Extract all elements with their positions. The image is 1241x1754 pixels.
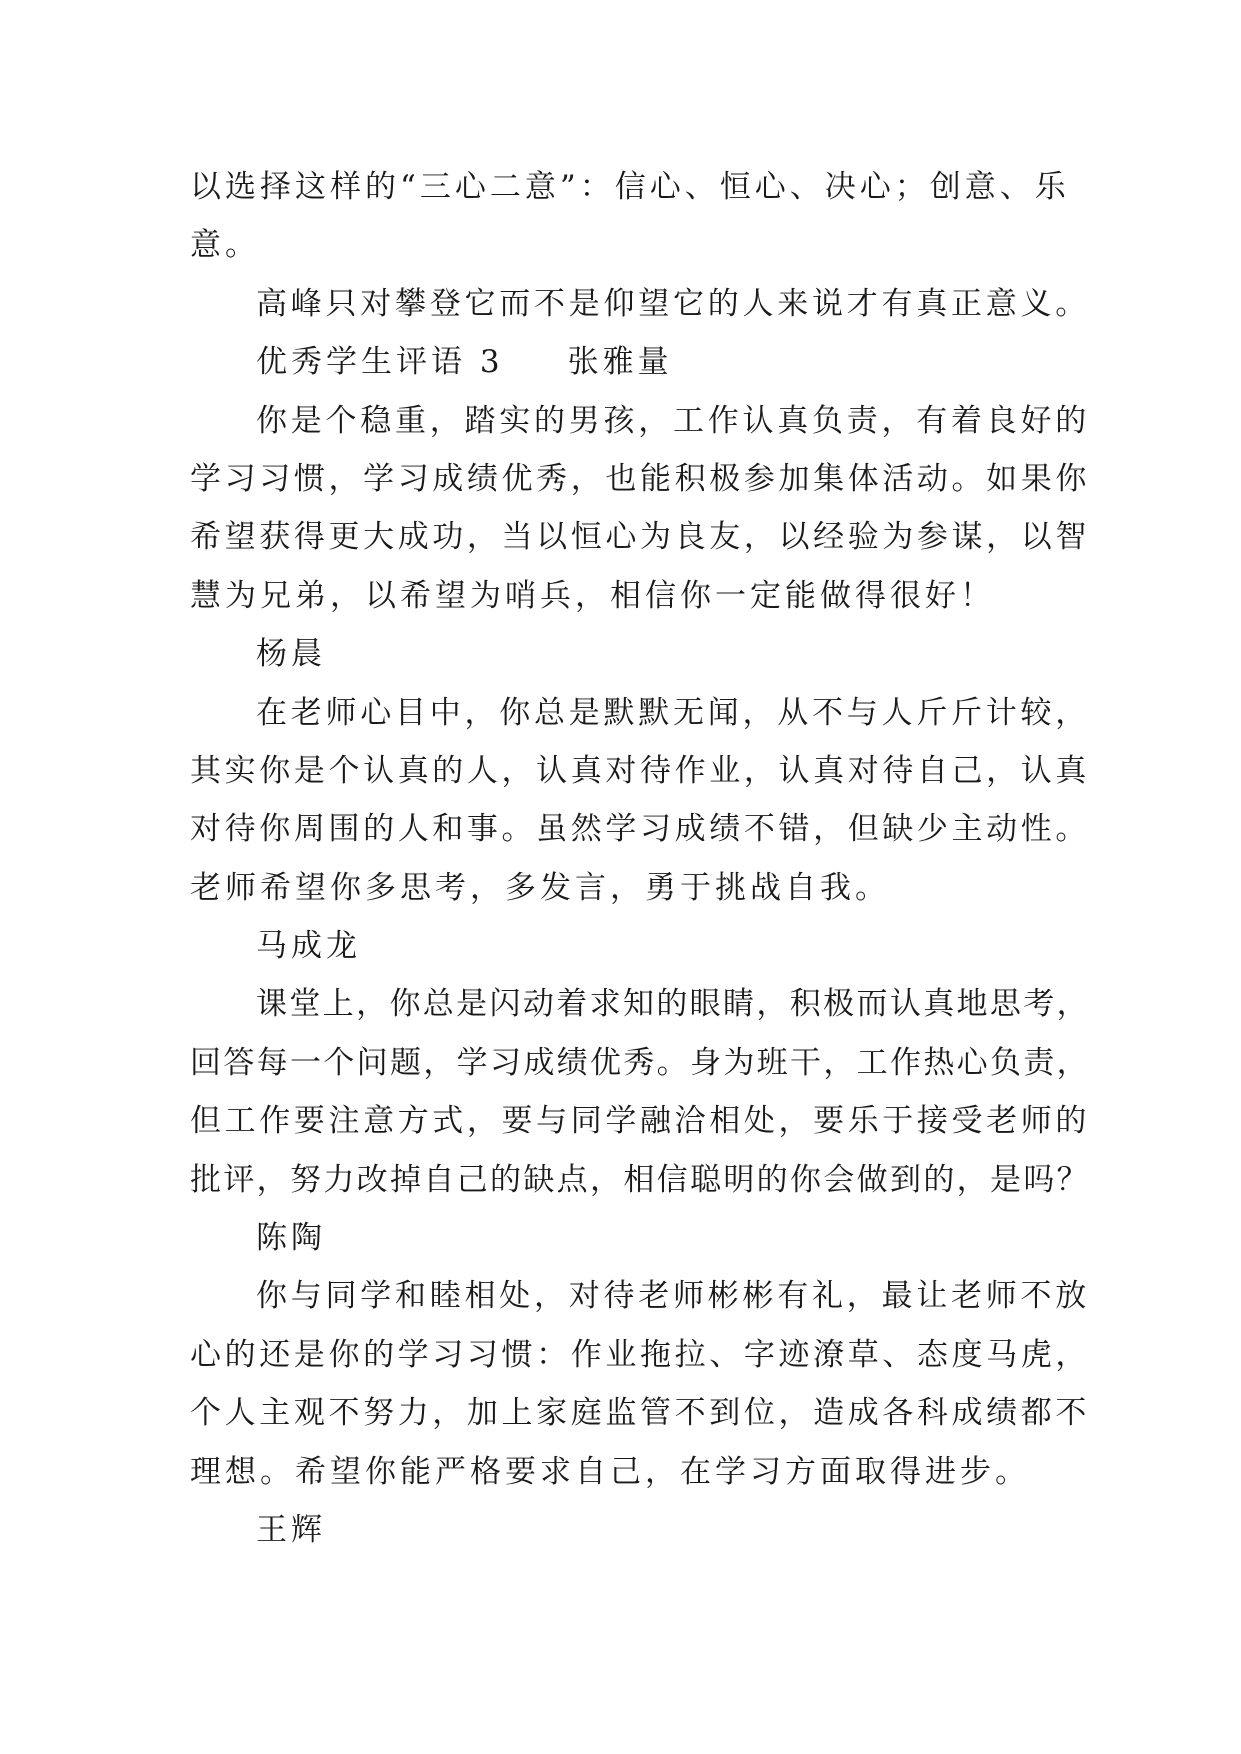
text-line: 其实你是个认真的人，认真对待作业，认真对待自己，认真 [190, 752, 1090, 789]
student-name: 马成龙 [256, 928, 361, 965]
text-line: 回答每一个问题，学习成绩优秀。身为班干，工作热心负责， [190, 1044, 1090, 1081]
text-line: 批评，努力改掉自己的缺点，相信聪明的你会做到的，是吗？ [190, 1161, 1090, 1198]
student-name: 王辉 [256, 1511, 326, 1548]
student-name: 张雅量 [567, 344, 673, 381]
text-line: 心的还是你的学习习惯：作业拖拉、字迹潦草、态度马虎， [190, 1336, 1090, 1373]
section-heading [190, 333, 1070, 391]
text-line: 希望获得更大成功，当以恒心为良友，以经验为参谋，以智 [190, 519, 1090, 556]
text-line: 但工作要注意方式，要与同学融洽相处，要乐于接受老师的 [190, 1103, 1090, 1140]
text-line: 高峰只对攀登它而不是仰望它的人来说才有真正意义。 [256, 285, 1090, 322]
text-line: 个人主观不努力，加上家庭监管不到位，造成各科成绩都不 [190, 1395, 1090, 1432]
text-line: 学习习惯，学习成绩优秀，也能积极参加集体活动。如果你 [190, 460, 1090, 497]
text-line: 你与同学和睦相处，对待老师彬彬有礼，最让老师不放 [256, 1278, 1090, 1315]
text-line: 课堂上，你总是闪动着求知的眼睛，积极而认真地思考， [256, 986, 1090, 1023]
text-line: 理想。希望你能严格要求自己，在学习方面取得进步。 [190, 1453, 1030, 1490]
text-line: 你是个稳重，踏实的男孩，工作认真负责，有着良好的 [256, 402, 1090, 439]
text-line: 意。 [190, 227, 260, 264]
document-body [190, 158, 1090, 1559]
student-name: 陈陶 [256, 1220, 326, 1257]
section-title: 优秀学生评语 3 [256, 344, 504, 381]
text-line: 慧为兄弟，以希望为哨兵，相信你一定能做得很好！ [190, 577, 995, 614]
text-line: 对待你周围的人和事。虽然学习成绩不错，但缺少主动性。 [190, 811, 1090, 848]
text-line: 在老师心目中，你总是默默无闻，从不与人斤斤计较， [256, 694, 1090, 731]
text-line: 老师希望你多思考，多发言，勇于挑战自我。 [190, 869, 890, 906]
text-line: 以选择这样的“三心二意”：信心、恒心、决心；创意、乐 [190, 169, 1070, 205]
student-name: 杨晨 [256, 636, 326, 673]
